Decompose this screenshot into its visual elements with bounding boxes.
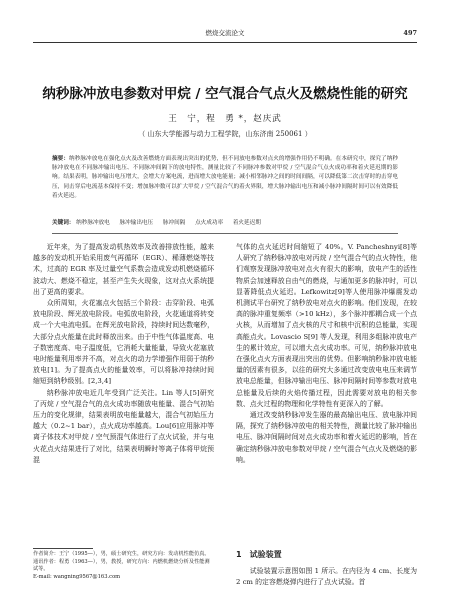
abstract (52, 155, 398, 201)
affiliation: （ 山东大学能源与动力工程学院，山东济南 250061 ） (138, 130, 312, 138)
abstract-label: 摘要： (52, 156, 70, 162)
section-heading: 1 试验装置 (236, 550, 282, 559)
keyword: 脉冲间隔 (162, 220, 186, 226)
abstract-rule (52, 233, 398, 234)
keyword: 纳秒脉冲放电 (76, 220, 110, 226)
abstract-text: 纳秒脉冲放电在强化点火及改善燃烧方面表现出突出的优势，但不同放电参数对点火的增强作用仍不明确。在本研究中，探究了纳秒脉冲放电在不同脉冲输出电压、不同脉冲间隔下的放电特性，测量比较了不同脉冲参数对甲烷 / 空气混合气点火成功率和着火延迟期的影响。结果表明，脉冲输出电压增大，会增大方案电流，进而增大放电能量；减小相邻脉冲之间的时间间隔，可以降低第二次击穿时的击穿电压，同击穿后电流基本保持不变；增加脉冲数可以扩大甲烷 / 空气混合气的着火界限，增大脉冲输出电压和减小脉冲间隔时间可以有效降低着火延迟。 (52, 156, 398, 199)
keyword: 脉冲输出电压 (119, 220, 154, 226)
author-list: 王 宁，程 勇 *，赵庆武 (168, 114, 282, 124)
paper-title: 纳秒脉冲放电参数对甲烷 / 空气混合气点火及燃烧性能的研究 (42, 86, 408, 102)
footnote-author-bio: 作者简介：王宁（1995—），男，硕士研究生，研究方向：发动机性能仿真。 (33, 551, 210, 557)
header-rule (33, 42, 417, 43)
body-paragraph: 通过改变纳秒脉冲发生器的最高输出电压、放电脉冲间隔，探究了纳秒脉冲放电的相关特性，测量比较了脉冲输出电压、脉冲间隔时间对点火成功率和着火延迟的影响，旨在确定纳秒脉冲放电参数对甲烷 / 空气混合气点火及燃烧的影响。 (236, 411, 417, 464)
body-paragraph: 众所周知，火花塞点火包括三个阶段：击穿阶段、电弧放电阶段、辉光放电阶段。电弧放电阶段，火花通道将转变成一个大电流电弧。在辉光放电阶段，持续时间达数毫秒，大部分点火能量在此时释放出来。由于中性气体温度高、电子数密度高、电子温度低，它消耗大量能量，导致火花塞放电时能量利用率并不高，对点火的动力学增强作用弱于纳秒放电[1]。为了提高点火的能量效率，可以将脉冲持续时间缩短到纳秒级别。[2,3,4] (33, 299, 214, 386)
body-paragraph: 纳秒脉冲放电近几年受到广泛关注。Lin 等人[5]研究了丙烷 / 空气混合气的点火成功率随放电能量、混合气初始压力的变化规律，结果表明放电能量越大，混合气初始压力越大（0.2~1 bar），点火成功率越高。Lou[6]应用脉冲等离子体技术对甲烷 / 空气预混气体进行了点火试验，并与电火花点火结果进行了对比，结果表明瞬时等离子体将甲烷预混 (33, 388, 214, 464)
running-head (33, 26, 417, 40)
body-paragraph: 近年来，为了提高发动机热效率及改善排放性能，越来越多的发动机开始采用废气再循环（EGR）、稀薄燃烧等技术，过高的 EGR 率及过量空气系数会造成发动机燃烧循环波动大、燃烧不稳定，甚至产生失火现象，这对点火系统提出了更高的要求。 (33, 243, 214, 296)
footnote-corresponding-author: 通讯作者：程勇（1963—），男，教授，研究方向：内燃机燃烧分析及性能测试等。 (33, 558, 210, 573)
keywords (52, 219, 398, 228)
footnotes (33, 551, 214, 581)
footnote-email: E-mail: wangning9567@163.com (33, 573, 121, 580)
right-column (236, 242, 417, 466)
footnote-rule (33, 548, 93, 549)
left-column (33, 242, 214, 466)
keywords-label: 关键词： (52, 220, 75, 226)
journal-name: 燃烧交流论文 (205, 29, 245, 37)
page-number: 497 (403, 29, 417, 37)
section-paragraph: 试验装置示意图如图 1 所示。在内径为 4 cm、长度为 2 cm 的定容燃烧弹内进行了点火试验。首 (236, 567, 417, 587)
body-paragraph: 气体的点火延迟时间缩短了 40%。V. Pancheshnyi[8]等人研究了纳秒脉冲放电对丙烷 / 空气混合气的点火特性，他们观察发现脉冲放电对点火有很大的影响，放电产生的活性物质会加速释放自由气的燃烧，与通加更多的脉冲时，可以显著降低点火延迟。Lefkowitz[9]等人使用脉冲爆震发动机测试平台研究了纳秒放电对点火的影响。他们发现，在较高的脉冲重复频率（>10 kHz），多个脉冲都耦合成一个点火核，从而增加了点火核的尺寸和核中沉积的总能量，实现高能点火。Lovascio S[9] 等人发现，利用多组脉冲放电产生的累计效应，可以增大点火成功率。可见，纳秒脉冲放电在强化点火方面表现出突出的优势。但影响纳秒脉冲放电能量的因素有很多，以往的研究大多通过改变放电电压来调节放电总能量，但脉冲输出电压、脉冲间隔时间等参数对放电总能量及后续的火焰传播过程，因此需要对放电的相关参数、点火过程的物理和化学特性有更深入的了解。 (236, 243, 417, 408)
keyword: 点火成功率 (195, 220, 224, 226)
keyword: 着火延迟期 (232, 220, 261, 226)
